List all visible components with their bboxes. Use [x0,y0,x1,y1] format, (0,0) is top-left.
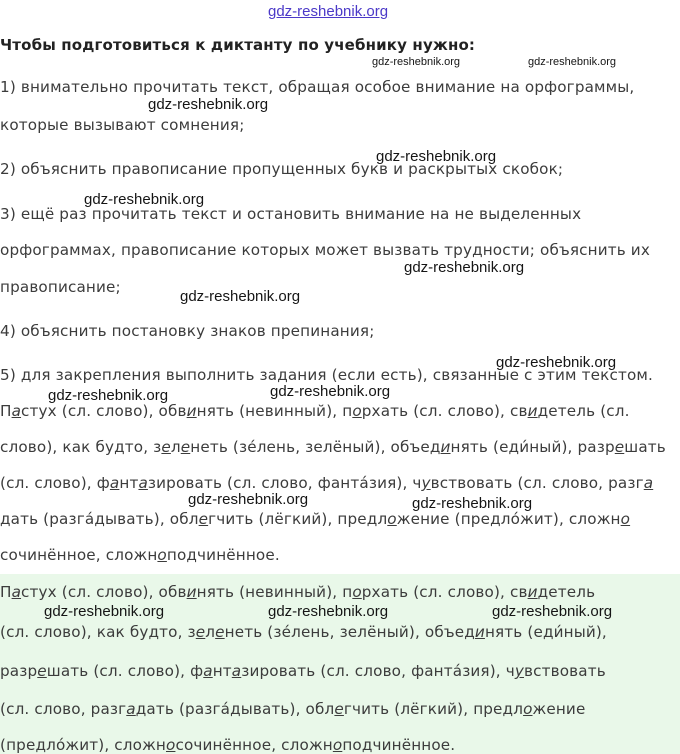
watermark: gdz-reshebnik.org [528,56,617,68]
step-2: 2) объяснить правописание пропущенных букв и раскрытых скобок; [0,160,564,178]
watermark: gdz-reshebnik.org [496,354,617,371]
watermark: gdz-reshebnik.org [188,491,309,508]
watermark: gdz-reshebnik.org [180,288,301,305]
step-3-line-1: 3) ещё раз прочитать текст и остановить внимание на не выделенных [0,205,582,223]
instructions-heading: Чтобы подготовиться к диктанту по учебнику нужно: [0,36,476,54]
watermark: gdz-reshebnik.org [48,387,169,404]
highlight-line-2: (сл. слово), как будто, зеленеть (зе́лень, зелёный), объединять (еди́ный), [0,623,607,641]
watermark: gdz-reshebnik.org [492,603,613,620]
watermark: gdz-reshebnik.org [376,148,497,165]
step-3-line-3: правописание; [0,278,121,296]
highlight-line-5: (предло́жит), сложносочинённое, сложноподчинённое. [0,736,456,754]
watermark: gdz-reshebnik.org [270,383,391,400]
watermark: gdz-reshebnik.org [372,56,461,68]
step-5: 5) для закрепления выполнить задания (если есть), связанные с этим текстом. [0,366,653,384]
highlight-line-1: Пастух (сл. слово), обвинять (невинный), порхать (сл. слово), свидетель [0,583,596,601]
answer-line-1: Пастух (сл. слово), обвинять (невинный), порхать (сл. слово), свидетель (сл. [0,402,630,420]
watermark: gdz-reshebnik.org [148,96,269,113]
answer-line-4: дать (разга́дывать), облегчить (лёгкий), предложение (предло́жит), сложно [0,510,631,528]
highlight-line-3: разрешать (сл. слово), фантазировать (сл. слово, фанта́зия), чувствовать [0,662,606,680]
watermark: gdz-reshebnik.org [268,603,389,620]
watermark: gdz-reshebnik.org [412,495,533,512]
watermark-top-link[interactable]: gdz-reshebnik.org [268,3,389,20]
answer-line-3: (сл. слово), фантазировать (сл. слово, фанта́зия), чувствовать (сл. слово, разга [0,474,654,492]
step-1-line-1: 1) внимательно прочитать текст, обращая особое внимание на орфограммы, [0,78,635,96]
highlight-line-4: (сл. слово, разгадать (разга́дывать), облегчить (лёгкий), предложение [0,700,586,718]
step-1-line-2: которые вызывают сомнения; [0,116,245,134]
watermark: gdz-reshebnik.org [404,259,525,276]
answer-line-5: сочинённое, сложноподчинённое. [0,546,280,564]
watermark: gdz-reshebnik.org [44,603,165,620]
watermark: gdz-reshebnik.org [84,191,205,208]
step-3-line-2: орфограммах, правописание которых может вызвать трудности; объяснить их [0,241,650,259]
step-4: 4) объяснить постановку знаков препинания; [0,322,375,340]
answer-line-2: слово), как будто, зеленеть (зе́лень, зелёный), объединять (еди́ный), разрешать [0,438,666,456]
